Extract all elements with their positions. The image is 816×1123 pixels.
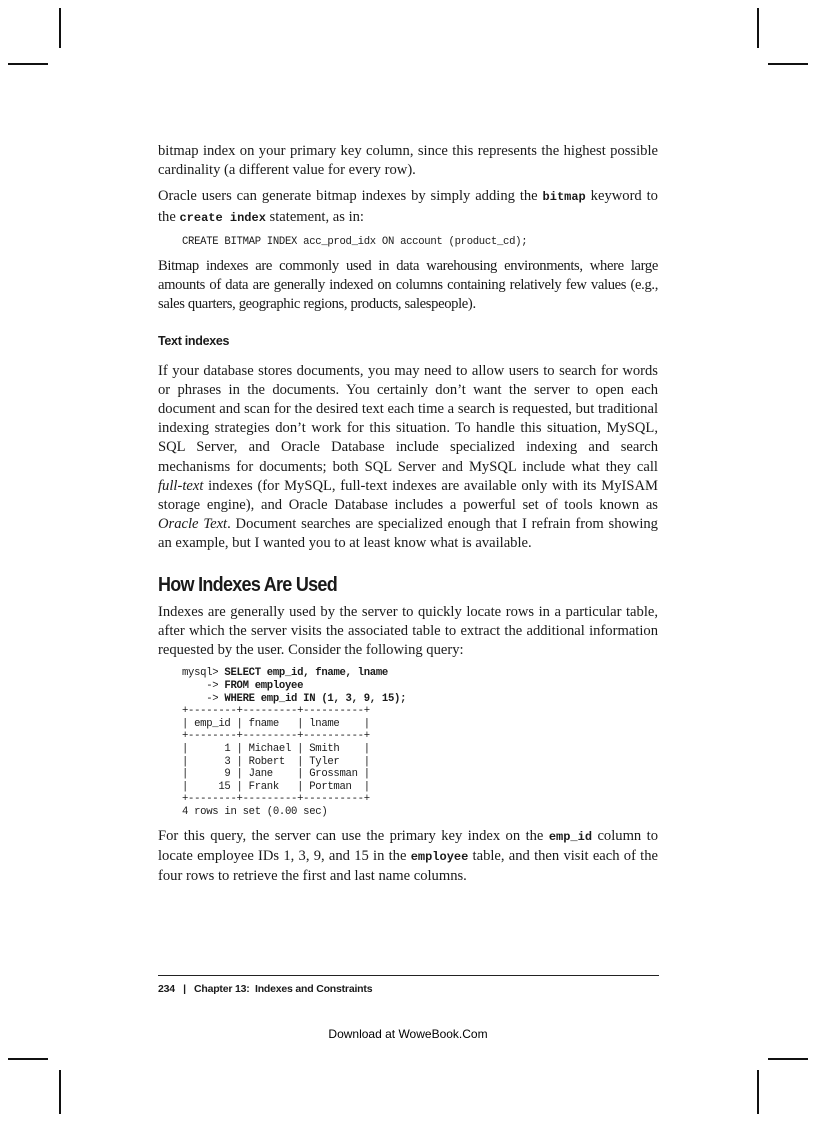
- table-row: | 9 | Jane | Grossman |: [182, 768, 370, 781]
- paragraph: Oracle users can generate bitmap indexes by simply adding the bitmap keyword to the create index statement, as in:: [158, 188, 658, 225]
- table-row: | 3 | Robert | Tyler |: [182, 755, 370, 768]
- footer-rule: [158, 975, 659, 976]
- paragraph: Indexes are generally used by the server to quickly locate rows in a particular table, after which the server visits the associated table to extract the additional information requested by the user. Consider the following query:: [158, 603, 658, 659]
- crop-mark: [768, 1058, 808, 1060]
- table-row: | 1 | Michael | Smith |: [182, 743, 370, 756]
- subheading: Text indexes: [158, 334, 230, 349]
- crop-mark: [757, 8, 759, 48]
- inline-code: employee: [410, 849, 469, 864]
- page-number: 234: [158, 983, 175, 995]
- paragraph: bitmap index on your primary key column, since this represents the highest possible cardinality (a different value for every row).: [158, 143, 658, 179]
- chapter-title: Chapter 13: Indexes and Constraints: [193, 983, 373, 995]
- console-line: -> WHERE emp_id IN (1, 3, 9, 15);: [182, 692, 407, 705]
- crop-mark: [59, 8, 61, 48]
- table-row: | 15 | Frank | Portman |: [182, 780, 370, 793]
- crop-mark: [59, 1070, 61, 1114]
- inline-code: bitmap: [542, 190, 586, 205]
- paragraph: For this query, the server can use the primary key index on the emp_id column to locate employee IDs 1, 3, 9, and 15 in the employee table, and then visit each of the four rows to retrieve the first and last name columns.: [158, 827, 659, 884]
- inline-code: emp_id: [548, 829, 593, 844]
- paragraph: If your database stores documents, you may need to allow users to search for words or phrases in the documents. You certainly don’t want the server to open each document and scan for the desired text each time a search is requested, but traditional indexing strategies don’t work for this situation. To handle this situation, MySQL, SQL Server, and Oracle Database include specialized indexing and search mechanisms for documents; both SQL Server and MySQL include what they call full-text indexes (for MySQL, full-text indexes are available only with its MyISAM storage engine), and Oracle Database includes a powerful set of tools known as Oracle Text. Document searches are specialized enough that I refrain from showing an example, but I wanted you to at least know what is available.: [158, 362, 658, 552]
- result-summary: 4 rows in set (0.00 sec): [182, 806, 328, 818]
- crop-mark: [8, 1058, 48, 1060]
- table-border: +--------+---------+----------+: [182, 705, 370, 718]
- paragraph: Bitmap indexes are commonly used in data warehousing environments, where large amounts of data are generally indexed on columns containing relatively few values (e.g., sales quarters, geographic regions, products, salespeople).: [158, 257, 658, 313]
- section-title: How Indexes Are Used: [158, 573, 338, 596]
- page-body: [158, 142, 658, 893]
- table-border: +--------+---------+----------+: [182, 793, 370, 806]
- download-note: Download at WoweBook.Com: [328, 1027, 488, 1041]
- console-line: mysql> SELECT emp_id, fname, lname: [182, 667, 388, 680]
- crop-mark: [8, 63, 48, 65]
- table-header: | emp_id | fname | lname |: [182, 717, 370, 730]
- console-line: -> FROM employee: [182, 680, 304, 693]
- inline-code: create index: [179, 210, 266, 225]
- footer-separator: |: [183, 983, 186, 995]
- page-footer: [158, 983, 372, 995]
- console-output: [182, 667, 658, 818]
- crop-mark: [768, 63, 808, 65]
- code-example: CREATE BITMAP INDEX acc_prod_idx ON account (product_cd);: [182, 235, 528, 248]
- crop-mark: [757, 1070, 759, 1114]
- table-border: +--------+---------+----------+: [182, 730, 370, 743]
